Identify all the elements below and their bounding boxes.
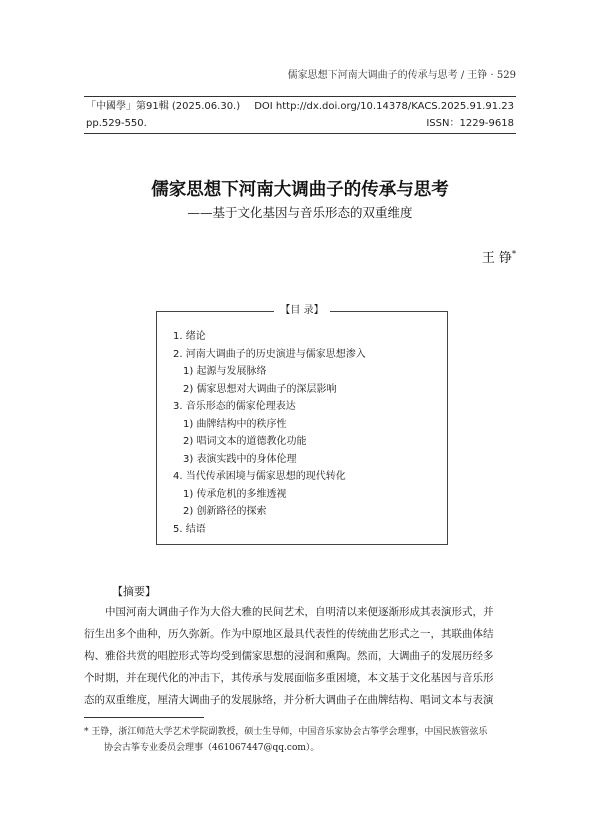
abstract-line: 构、雅俗共赏的唱腔形式等均受到儒家思想的浸润和熏陶。然而，大调曲子的发展历经多 bbox=[84, 650, 494, 662]
footnote-mark: * bbox=[84, 727, 89, 737]
toc-item[interactable]: 2) 创新路径的探索 bbox=[183, 506, 267, 517]
abstract-line: 态的双重维度，厘清大调曲子的发展脉络，并分析大调曲子在曲牌结构、唱词文本与表演 bbox=[84, 694, 494, 706]
author-footnote-mark: * bbox=[512, 249, 516, 259]
abstract-line: 个时期，并在现代化的冲击下，其传承与发展面临多重困境，本文基于文化基因与音乐形 bbox=[84, 672, 494, 684]
article-title: 儒家思想下河南大调曲子的传承与思考 bbox=[151, 180, 449, 200]
author-name: 王 铮 bbox=[481, 251, 512, 266]
toc-item[interactable]: 3) 表演实践中的身体伦理 bbox=[183, 453, 297, 465]
toc-heading-text: 【目 录】 bbox=[274, 305, 329, 316]
toc-item[interactable]: 5. 结语 bbox=[173, 523, 206, 535]
author-footnote bbox=[84, 724, 516, 756]
abstract-line: 衍生出多个曲种，历久弥新。作为中原地区最具代表性的传统曲艺形式之一，其联曲体结 bbox=[84, 628, 494, 640]
toc-item[interactable]: 4. 当代传承困境与儒家思想的现代转化 bbox=[173, 471, 346, 482]
abstract-body bbox=[84, 601, 516, 711]
author bbox=[482, 247, 516, 266]
toc-item[interactable]: 1. 绪论 bbox=[173, 331, 206, 342]
article-subtitle: ——基于文化基因与音乐形态的双重维度 bbox=[187, 205, 413, 220]
footnote-divider bbox=[84, 717, 204, 718]
abstract-line: 中国河南大调曲子作为大俗大雅的民间艺术，自明清以来便逐渐形成其表演形式，并 bbox=[105, 606, 494, 618]
toc-item[interactable]: 2) 儒家思想对大调曲子的深层影响 bbox=[183, 383, 337, 395]
toc-list bbox=[173, 328, 366, 538]
table-of-contents bbox=[156, 305, 448, 545]
toc-item[interactable]: 1) 曲牌结构中的秩序性 bbox=[183, 418, 287, 430]
toc-heading bbox=[157, 304, 447, 318]
page-range: pp.529-550. bbox=[86, 118, 147, 129]
toc-item[interactable]: 2. 河南大调曲子的历史演进与儒家思想渗入 bbox=[173, 348, 366, 360]
running-header: 儒家思想下河南大调曲子的传承与思考 / 王铮 · 529 bbox=[287, 70, 516, 81]
issn: ISSN：1229-9618 bbox=[426, 118, 514, 129]
abstract-label: 【摘要】 bbox=[112, 585, 156, 598]
toc-item[interactable]: 1) 传承危机的多维透视 bbox=[183, 488, 287, 500]
journal-issue: 「中國學」第91輯 (2025.06.30.) bbox=[86, 101, 241, 112]
footnote-text: 王铮，浙江师范大学艺术学院副教授，硕士生导师，中国音乐家协会古筝学会理事，中国民族管弦乐 bbox=[91, 727, 488, 737]
footnote-line: 协会古筝专业委员会理事（461067447@qq.com）。 bbox=[104, 743, 320, 753]
doi-link[interactable]: DOI http://dx.doi.org/10.14378/KACS.2025.91.91.23 bbox=[254, 101, 514, 112]
toc-item[interactable]: 3. 音乐形态的儒家伦理表达 bbox=[173, 401, 296, 412]
publication-info-box bbox=[84, 96, 516, 134]
toc-item[interactable]: 2) 唱词文本的道德教化功能 bbox=[183, 436, 307, 447]
toc-item[interactable]: 1) 起源与发展脉络 bbox=[183, 366, 267, 377]
footnote-line bbox=[84, 724, 516, 740]
